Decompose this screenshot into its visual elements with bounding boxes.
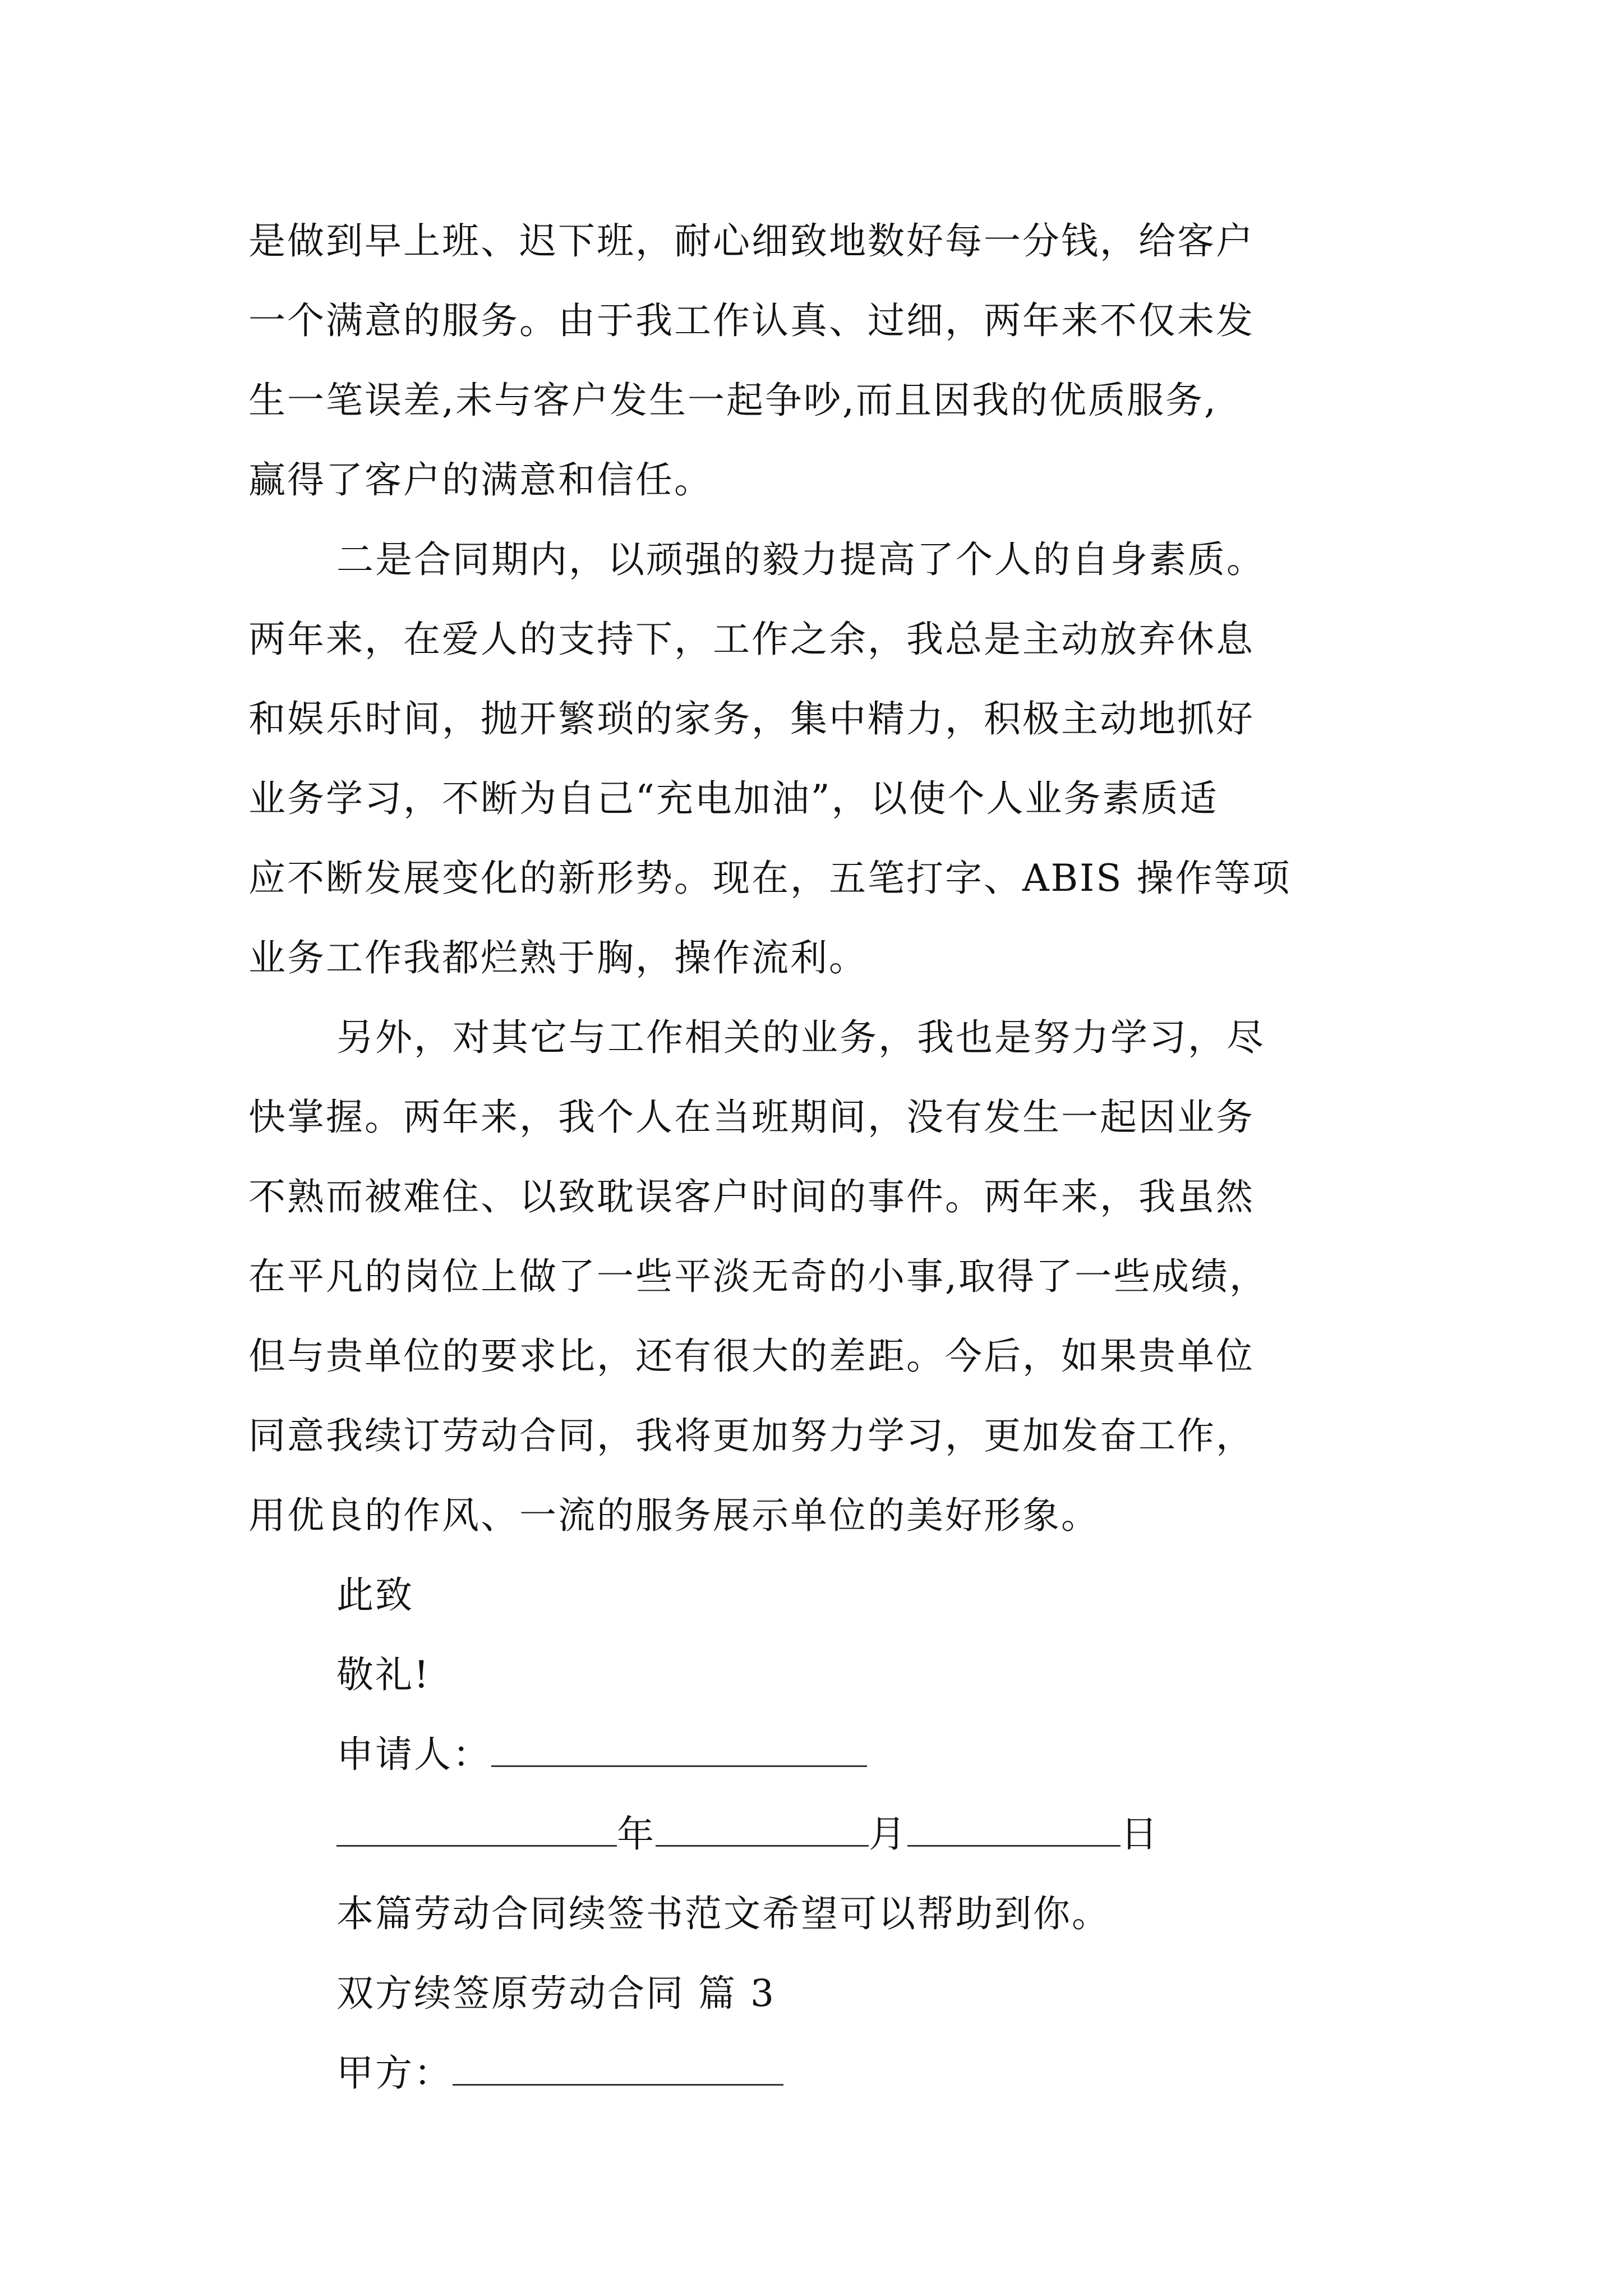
applicant-label: 申请人：: [336, 1733, 491, 1776]
paragraph-2-line-3: 和娱乐时间，抛开繁琐的家务，集中精力，积极主动地抓好: [248, 697, 1255, 740]
year-label: 年: [617, 1812, 656, 1856]
party-a-blank[interactable]: [453, 2051, 783, 2086]
party-a-line: [336, 2051, 783, 2096]
applicant-line: [336, 1732, 867, 1777]
month-blank[interactable]: [656, 1812, 869, 1847]
day-label: 日: [1121, 1812, 1159, 1856]
month-label: 月: [869, 1812, 907, 1856]
paragraph-3-line-2: 快掌握。两年来，我个人在当班期间，没有发生一起因业务: [248, 1096, 1255, 1139]
salutation: 此致: [336, 1573, 414, 1617]
paragraph-3-line-7: 用优良的作风、一流的服务展示单位的美好形象。: [248, 1494, 1100, 1537]
paragraph-1-line-2: 一个满意的服务。由于我工作认真、过细，两年来不仅未发: [248, 299, 1255, 342]
respect-line: 敬礼!: [336, 1653, 431, 1696]
paragraph-1-line-3: 生一笔误差,未与客户发生一起争吵,而且因我的优质服务,: [248, 379, 1218, 422]
closing-note: 本篇劳动合同续签书范文希望可以帮助到你。: [336, 1892, 1110, 1935]
paragraph-3-line-1: 另外，对其它与工作相关的业务，我也是努力学习，尽: [336, 1016, 1265, 1059]
day-blank[interactable]: [907, 1812, 1121, 1847]
paragraph-2-line-2: 两年来，在爱人的支持下，工作之余，我总是主动放弃休息: [248, 618, 1255, 661]
party-a-label: 甲方：: [336, 2051, 453, 2095]
applicant-signature-blank[interactable]: [491, 1733, 867, 1767]
paragraph-3-line-3: 不熟而被难住、以致耽误客户时间的事件。两年来，我虽然: [248, 1175, 1255, 1218]
paragraph-3-line-4: 在平凡的岗位上做了一些平淡无奇的小事,取得了一些成绩，: [248, 1255, 1268, 1298]
section-title: 双方续签原劳动合同 篇 3: [336, 1972, 776, 2015]
paragraph-1-line-1: 是做到早上班、迟下班，耐心细致地数好每一分钱，给客户: [248, 219, 1255, 263]
paragraph-3-line-6: 同意我续订劳动合同，我将更加努力学习，更加发奋工作，: [248, 1414, 1255, 1457]
paragraph-2-line-1: 二是合同期内，以顽强的毅力提高了个人的自身素质。: [336, 538, 1265, 581]
year-blank[interactable]: [336, 1812, 617, 1847]
date-line: [336, 1812, 1159, 1857]
paragraph-1-line-4: 赢得了客户的满意和信任。: [248, 458, 713, 501]
paragraph-3-line-5: 但与贵单位的要求比，还有很大的差距。今后，如果贵单位: [248, 1335, 1255, 1378]
paragraph-2-line-5: 应不断发展变化的新形势。现在，五笔打字、ABIS 操作等项: [248, 857, 1292, 900]
paragraph-2-line-4: 业务学习，不断为自己“充电加油”，以使个人业务素质适: [248, 777, 1219, 820]
paragraph-2-line-6: 业务工作我都烂熟于胸，操作流利。: [248, 936, 868, 979]
